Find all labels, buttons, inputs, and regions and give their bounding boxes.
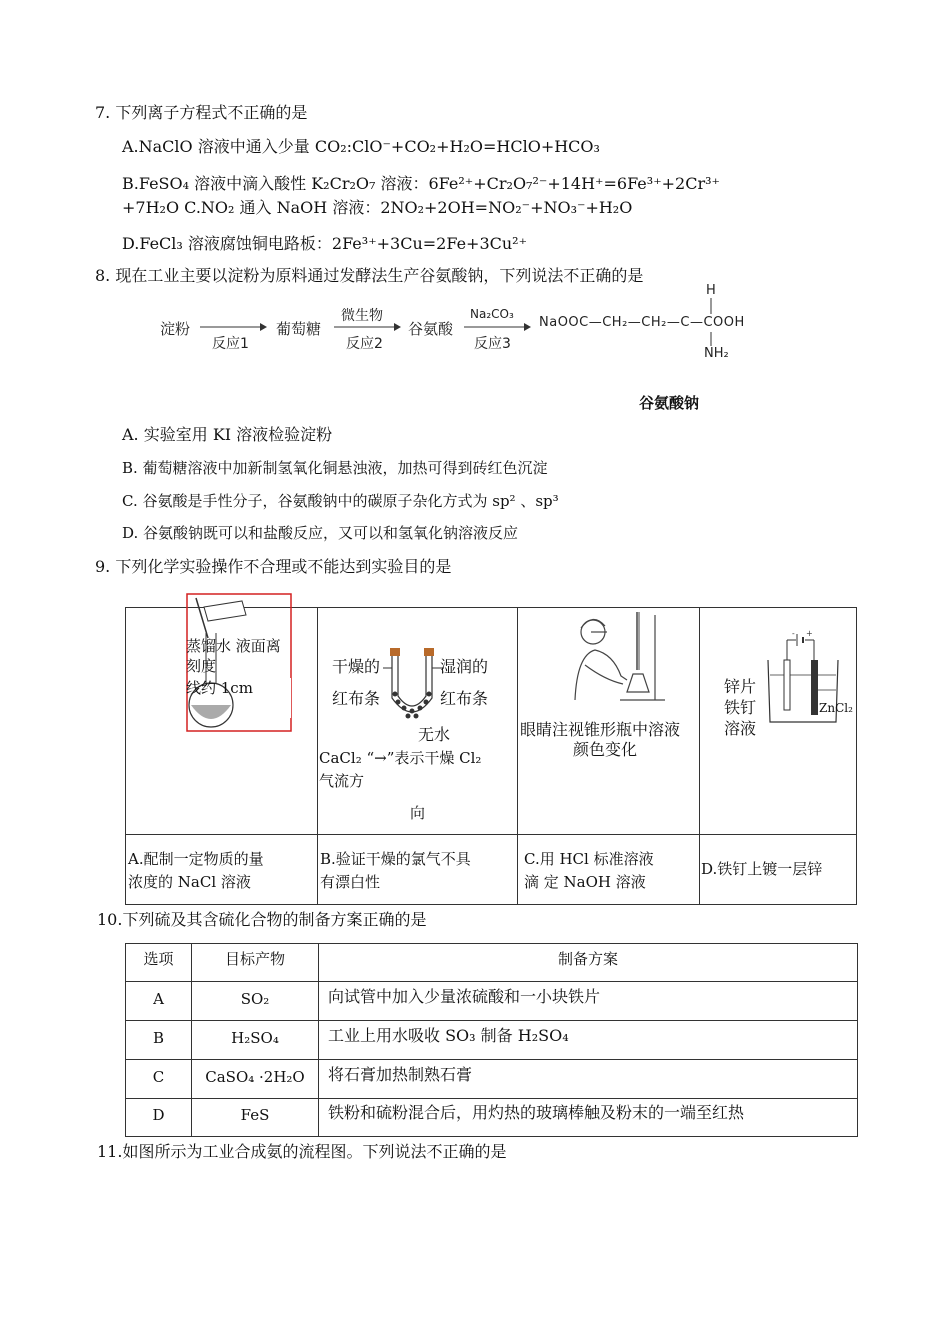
row-d-product: FeS xyxy=(240,1106,270,1124)
svg-text:+: + xyxy=(806,630,813,638)
flow-glutamic-acid: 谷氨酸 xyxy=(408,320,454,338)
caption-c-1: C.用 HCl 标准溶液 xyxy=(524,850,654,868)
q7-option-a: A.NaClO 溶液中通入少量 CO₂:ClO⁻+CO₂+H₂O=HClO+HCO₃ xyxy=(122,137,600,156)
q8-stem: 8. 现在工业主要以淀粉为原料通过发酵法生产谷氨酸钠，下列说法不正确的是 xyxy=(95,266,644,285)
formula-nh2: NH₂ xyxy=(704,346,729,361)
cellD-label-nail: 铁钉 xyxy=(724,698,757,717)
cellC-label-2: 颜色变化 xyxy=(573,740,638,759)
row-c-option: C xyxy=(152,1068,165,1086)
cellD-label-zinc: 锌片 xyxy=(724,677,757,696)
caption-c-2: 滴 定 NaOH 溶液 xyxy=(524,873,646,891)
cellA-label-mark: 刻度 xyxy=(186,657,217,675)
q8-option-c: C. 谷氨酸是手性分子，谷氨酸钠中的碳原子杂化方式为 sp² 、sp³ xyxy=(122,492,559,510)
q7-option-d: D.FeCl₃ 溶液腐蚀铜电路板：2Fe³⁺+3Cu=2Fe+3Cu²⁺ xyxy=(122,234,528,253)
q7-stem: 7. 下列离子方程式不正确的是 xyxy=(95,103,308,122)
cellB-label-cacl2: CaCl₂ “→”表示干燥 Cl₂ xyxy=(319,749,482,767)
cellA-label-1cm: 线约 1cm xyxy=(186,679,253,697)
row-a-product: SO₂ xyxy=(240,990,270,1008)
q10-stem: 10.下列硫及其含硫化合物的制备方案正确的是 xyxy=(97,910,427,929)
flow-reaction-3: 反应3 xyxy=(474,336,511,352)
q9-stem: 9. 下列化学实验操作不合理或不能达到实验目的是 xyxy=(95,557,452,576)
row-c-product: CaSO₄ ·2H₂O xyxy=(205,1068,305,1086)
caption-a-2: 浓度的 NaCl 溶液 xyxy=(128,873,251,891)
flow-reaction-2: 反应2 xyxy=(346,336,383,352)
flow-microbe: 微生物 xyxy=(341,308,383,324)
flow-starch: 淀粉 xyxy=(160,320,191,338)
q8-option-d: D. 谷氨酸钠既可以和盐酸反应，又可以和氢氧化钠溶液反应 xyxy=(122,524,519,542)
row-d-option: D xyxy=(152,1106,165,1124)
flow-reaction-1: 反应1 xyxy=(212,336,249,352)
cellD-label-solution: 溶液 xyxy=(724,719,757,738)
row-a-plan: 向试管中加入少量浓硫酸和一小块铁片 xyxy=(328,987,601,1006)
svg-text:-: - xyxy=(792,630,795,638)
flow-glucose: 葡萄糖 xyxy=(276,320,322,338)
caption-a-1: A.配制一定物质的量 xyxy=(128,850,264,868)
cellB-label-wet: 湿润的 xyxy=(440,657,489,676)
caption-b-1: B.验证干燥的氯气不具 xyxy=(320,850,471,868)
row-b-plan: 工业上用水吸收 SO₃ 制备 H₂SO₄ xyxy=(328,1026,569,1045)
cellB-label-anhydrous: 无水 xyxy=(418,725,451,744)
q7-option-b-cont: +7H₂O C.NO₂ 通入 NaOH 溶液：2NO₂+2OH=NO₂⁻+NO₃⁻+H₂O xyxy=(122,198,633,217)
cellB-label-dry: 干燥的 xyxy=(332,657,381,676)
row-c-plan: 将石膏加热制熟石膏 xyxy=(328,1065,473,1084)
cellB-label-direction: 向 xyxy=(410,804,426,822)
q10-header-option: 选项 xyxy=(143,950,174,968)
flow-na2co3: Na₂CO₃ xyxy=(470,307,514,321)
cellB-label-cloth2: 红布条 xyxy=(440,689,489,708)
cellB-label-cloth1: 红布条 xyxy=(332,689,381,708)
formula-h: H xyxy=(706,283,716,298)
q11-stem: 11.如图所示为工业合成氨的流程图。下列说法不正确的是 xyxy=(97,1142,507,1161)
cellC-label-1: 眼睛注视锥形瓶中溶液 xyxy=(520,720,681,739)
q8-option-a: A. 实验室用 KI 溶液检验淀粉 xyxy=(122,425,333,444)
cellB-label-flow: 气流方 xyxy=(319,772,365,790)
row-b-product: H₂SO₄ xyxy=(231,1029,279,1047)
q8-option-b: B. 葡萄糖溶液中加新制氢氧化铜悬浊液，加热可得到砖红色沉淀 xyxy=(122,459,548,477)
formula-caption: 谷氨酸钠 xyxy=(639,394,700,412)
q10-header-product: 目标产物 xyxy=(224,950,285,968)
cellD-label-zncl2: ZnCl₂ xyxy=(819,701,853,715)
caption-b-2: 有漂白性 xyxy=(320,873,381,891)
q7-option-b: B.FeSO₄ 溶液中滴入酸性 K₂Cr₂O₇ 溶液：6Fe²⁺+Cr₂O₇²⁻+14H⁺=6Fe³⁺+2Cr³⁺ xyxy=(122,174,720,193)
row-b-option: B xyxy=(152,1029,165,1047)
q10-header-plan: 制备方案 xyxy=(557,950,618,968)
sodium-glutamate-formula: NaOOC—CH₂—CH₂—C—COOH xyxy=(539,315,745,330)
row-a-option: A xyxy=(153,990,164,1008)
cellA-label-water: 蒸馏水 液面离 xyxy=(186,637,281,655)
caption-d: D.铁钉上镀一层锌 xyxy=(701,860,823,878)
row-d-plan: 铁粉和硫粉混合后，用灼热的玻璃棒触及粉末的一端至红热 xyxy=(328,1103,745,1122)
